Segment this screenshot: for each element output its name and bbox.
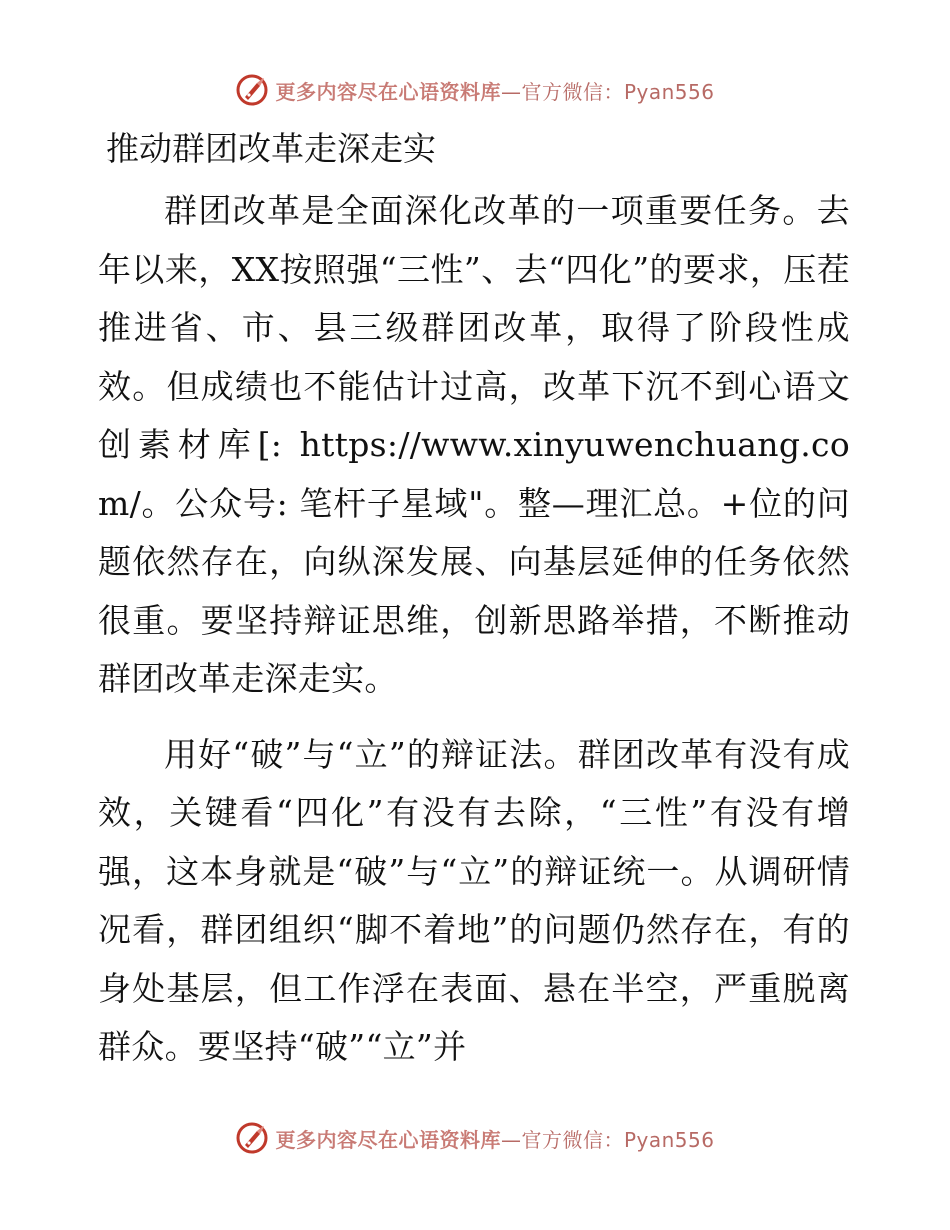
- document-body: [98, 122, 850, 1077]
- banner-main-text: 更多内容尽在心语资料库: [275, 1127, 501, 1152]
- banner-sub-text: —官方微信：Pyan556: [500, 79, 715, 104]
- footer-banner: [0, 1118, 950, 1158]
- pen-nib-logo-icon: [235, 1121, 269, 1155]
- banner-sub-text: —官方微信：Pyan556: [500, 1127, 715, 1152]
- paragraph-2: 用好“破”与“立”的辩证法。群团改革有没有成效，关键看“四化”有没有去除，“三性”有没有增强，这本身就是“破”与“立”的辩证统一。从调研情况看，群团组织“脚不着地”的问题仍然存在，有的身处基层，但工作浮在表面、悬在半空，严重脱离群众。要坚持“破”“立”并: [98, 734, 850, 1066]
- pen-nib-logo-icon: [235, 73, 269, 107]
- banner-main-text: 更多内容尽在心语资料库: [275, 79, 501, 104]
- header-banner: [0, 70, 950, 110]
- document-title: 推动群团改革走深走实: [106, 129, 436, 168]
- paragraph-1: 群团改革是全面深化改革的一项重要任务。去年以来，XX按照强“三性”、去“四化”的要求，压茬推进省、市、县三级群团改革，取得了阶段性成效。但成绩也不能估计过高，改革下沉不到心语文创素材库[: https://www.xinyuwenchuang.com/。公众号: 笔杆子星域"。整—理汇总。+位的问题依然存在，向纵深发展、向基层延伸的任务依然很重。要坚持辩证思维，创新思路举措，不断推动群团改革走深走实。: [98, 191, 850, 698]
